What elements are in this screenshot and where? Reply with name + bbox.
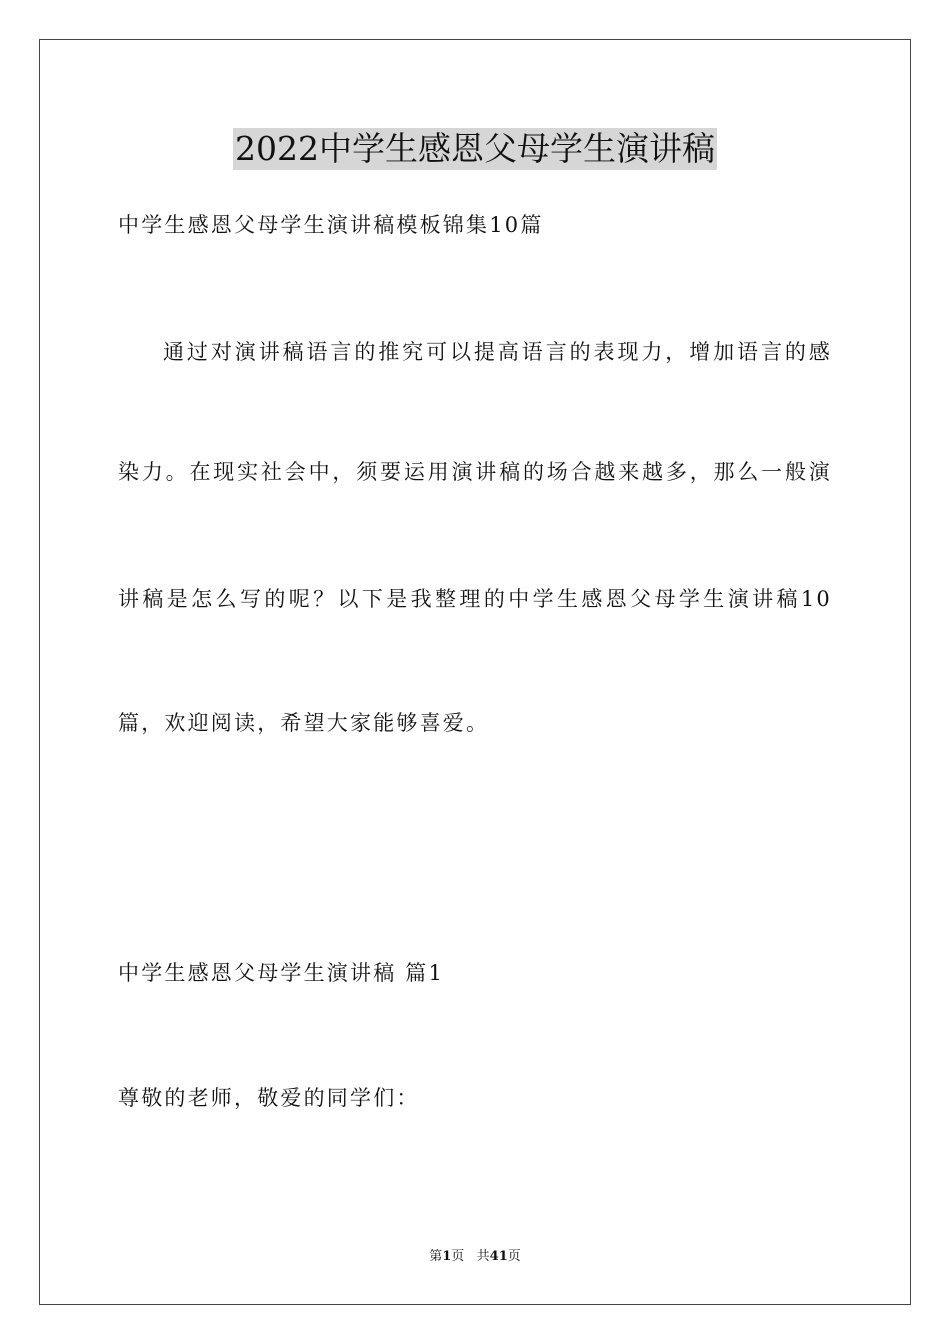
footer-page-number: 1: [442, 1249, 452, 1264]
footer-suffix: 页: [507, 1249, 521, 1264]
footer-prefix: 第: [429, 1249, 443, 1264]
document-title: 2022中学生感恩父母学生演讲稿: [235, 129, 715, 168]
intro-line-4: 篇，欢迎阅读，希望大家能够喜爱。: [118, 711, 490, 735]
intro-line-2: 染力。在现实社会中，须要运用演讲稿的场合越来越多，那么一般演: [118, 460, 832, 484]
title-container: [0, 128, 950, 170]
footer-total-pages: 41: [489, 1249, 508, 1264]
page-footer: [0, 1248, 950, 1266]
intro-line-3: 讲稿是怎么写的呢？以下是我整理的中学生感恩父母学生演讲稿10: [118, 587, 832, 611]
greeting: 尊敬的老师，敬爱的同学们：: [118, 1086, 420, 1110]
document-subtitle: 中学生感恩父母学生演讲稿模板锦集10篇: [118, 213, 544, 237]
footer-mid: 页 共: [451, 1249, 490, 1264]
intro-line-1: 通过对演讲稿语言的推究可以提高语言的表现力，增加语言的感: [163, 340, 832, 364]
section-heading: 中学生感恩父母学生演讲稿 篇1: [118, 961, 445, 985]
